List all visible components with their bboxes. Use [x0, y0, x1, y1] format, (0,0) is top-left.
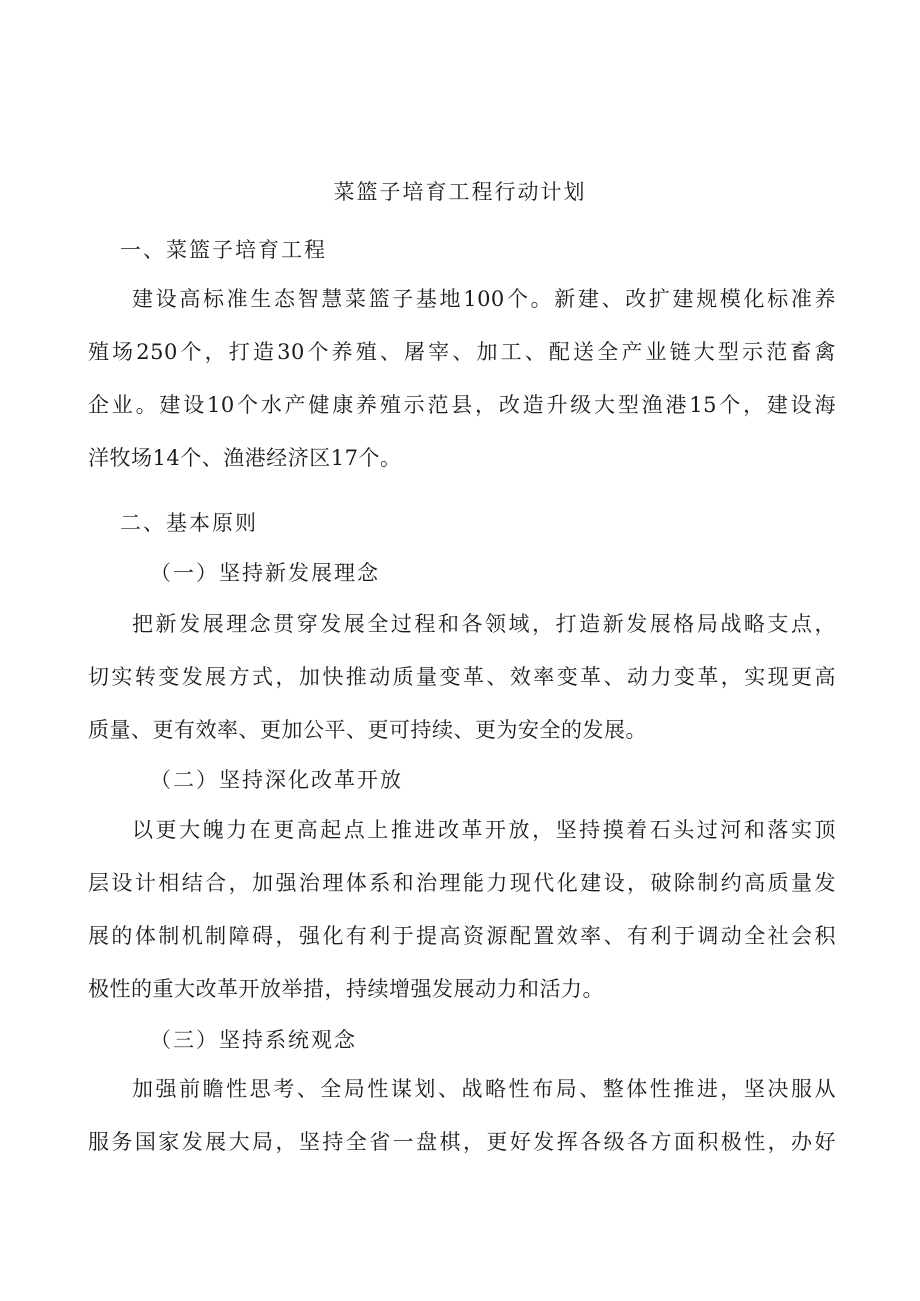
section-heading-2: 二、基本原则 — [120, 511, 258, 535]
subsection-heading-2: （二）坚持深化改革开放 — [150, 768, 403, 792]
paragraph-line: 企业。建设10个水产健康养殖示范县，改造升级大型渔港15个，建设海 — [88, 393, 836, 417]
paragraph-subsection-1 — [88, 609, 836, 768]
subsection-heading-1: （一）坚持新发展理念 — [150, 561, 380, 585]
paragraph-subsection-3 — [88, 1074, 836, 1180]
paragraph-section-1 — [88, 284, 836, 496]
subsection-heading-3: （三）坚持系统观念 — [150, 1028, 357, 1052]
paragraph-line: 加强前瞻性思考、全局性谋划、战略性布局、整体性推进，坚决服从 — [132, 1077, 836, 1101]
paragraph-line: 殖场250个，打造30个养殖、屠宰、加工、配送全产业链大型示范畜禽 — [88, 340, 836, 364]
paragraph-line: 切实转变发展方式，加快推动质量变革、效率变革、动力变革，实现更高 — [88, 665, 836, 689]
paragraph-line: 把新发展理念贯穿发展全过程和各领域，打造新发展格局战略支点， — [132, 612, 836, 636]
paragraph-line: 质量、更有效率、更加公平、更可持续、更为安全的发展。 — [88, 718, 647, 742]
paragraph-line: 建设高标准生态智慧菜篮子基地100个。新建、改扩建规模化标准养 — [132, 287, 836, 311]
paragraph-line: 展的体制机制障碍，强化有利于提高资源配置效率、有利于调动全社会积 — [88, 924, 836, 948]
document-title: 菜篮子培育工程行动计划 — [333, 180, 587, 204]
section-heading-1: 一、菜篮子培育工程 — [120, 238, 327, 262]
paragraph-line: 层设计相结合，加强治理体系和治理能力现代化建设，破除制约高质量发 — [88, 871, 836, 895]
paragraph-line: 极性的重大改革开放举措，持续增强发展动力和活力。 — [88, 977, 604, 1001]
paragraph-line: 洋牧场14个、渔港经济区17个。 — [88, 446, 402, 470]
paragraph-line: 以更大魄力在更高起点上推进改革开放，坚持摸着石头过河和落实顶 — [132, 818, 836, 842]
paragraph-line: 服务国家发展大局，坚持全省一盘棋，更好发挥各级各方面积极性，办好 — [88, 1130, 836, 1154]
paragraph-subsection-2 — [88, 815, 836, 1027]
